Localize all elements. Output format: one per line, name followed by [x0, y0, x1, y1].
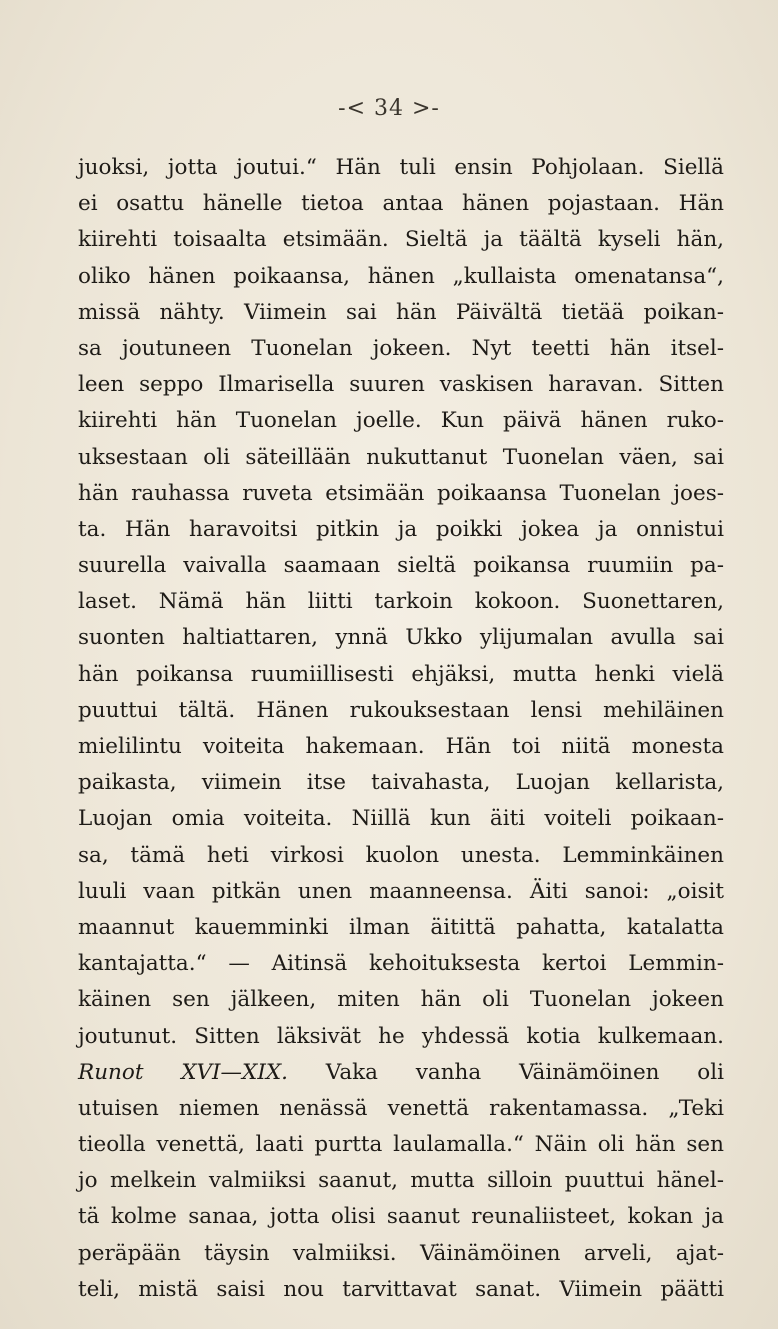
text-line-11: ta. Hän haravoitsi pitkin ja poikki jokea ja onnistui	[78, 516, 724, 542]
text-line-17: mielilintu voiteita hakemaan. Hän toi niitä monesta	[78, 734, 724, 759]
text-line-24: käinen sen jälkeen, miten hän oli Tuonelan jokeen	[78, 987, 724, 1013]
text-line-15: hän poikansa ruumiillisesti ehjäksi, mutta henki vielä	[78, 661, 724, 687]
text-line-16: puuttui tältä. Hänen rukouksestaan lensi mehiläinen	[78, 697, 724, 723]
text-line-28: tieolla venettä, laati purtta laulamalla.“ Näin oli hän sen	[78, 1132, 724, 1158]
text-line-19: Luojan omia voiteita. Niillä kun äiti voiteli poikaan-	[78, 806, 724, 832]
text-line-23: kantajatta.“ — Aitinsä kehoituksesta kertoi Lemmin-	[78, 951, 724, 977]
text-line-14: suonten haltiattaren, ynnä Ukko ylijumalan avulla sai	[78, 625, 724, 651]
text-line-10: hän rauhassa ruveta etsimään poikaansa Tuonelan joes-	[78, 480, 724, 506]
text-line-26	[78, 1055, 724, 1091]
text-line-25: joutunut. Sitten läksivät he yhdessä kotia kulkemaan.	[78, 1023, 724, 1049]
text-line-29: jo melkein valmiiksi saanut, mutta silloin puuttui hänel-	[78, 1168, 724, 1194]
body-text	[78, 150, 724, 1308]
text-line-27: utuisen niemen nenässä venettä rakentamassa. „Teki	[78, 1095, 724, 1121]
page-number: -< 34 >-	[338, 96, 440, 121]
text-line-32: teli, mistä saisi nou tarvittavat sanat. Viimein päätti	[78, 1276, 724, 1302]
text-line-1: juoksi, jotta joutui.“ Hän tuli ensin Pohjolaan. Siellä	[78, 155, 724, 180]
text-line-13: laset. Nämä hän liitti tarkoin kokoon. Suonettaren,	[78, 589, 724, 615]
text-line-30: tä kolme sanaa, jotta olisi saanut reunaliisteet, kokan ja	[78, 1204, 724, 1230]
text-line-6: sa joutuneen Tuonelan jokeen. Nyt teetti hän itsel-	[78, 335, 724, 361]
text-line-26-rest: Vaka vanha Väinämöinen oli	[325, 1059, 724, 1085]
text-line-22: maannut kauemminki ilman äitittä pahatta, katalatta	[78, 914, 724, 940]
text-line-2: ei osattu hänelle tietoa antaa hänen pojastaan. Hän	[78, 191, 724, 217]
text-line-31: peräpään täysin valmiiksi. Väinämöinen arveli, ajat-	[78, 1240, 724, 1266]
text-line-20: sa, tämä heti virkosi kuolon unesta. Lemminkäinen	[78, 842, 724, 868]
text-line-7: leen seppo Ilmarisella suuren vaskisen haravan. Sitten	[78, 372, 724, 398]
text-line-9: uksestaan oli säteillään nukuttanut Tuonelan väen, sai	[78, 444, 724, 470]
text-line-12: suurella vaivalla saamaan sieltä poikansa ruumiin pa-	[78, 553, 724, 579]
text-line-4: oliko hänen poikaansa, hänen „kullaista omenatansa“,	[78, 263, 724, 289]
text-line-21: luuli vaan pitkän unen maanneensa. Äiti sanoi: „oisit	[78, 878, 724, 904]
runot-heading: Runot XVI—XIX.	[78, 1059, 288, 1085]
text-line-3: kiirehti toisaalta etsimään. Sieltä ja täältä kyseli hän,	[78, 227, 724, 253]
text-line-8: kiirehti hän Tuonelan joelle. Kun päivä hänen ruko-	[78, 408, 724, 434]
text-line-18: paikasta, viimein itse taivahasta, Luojan kellarista,	[78, 770, 724, 796]
text-line-5: missä nähty. Viimein sai hän Päivältä tietää poikan-	[78, 299, 724, 325]
